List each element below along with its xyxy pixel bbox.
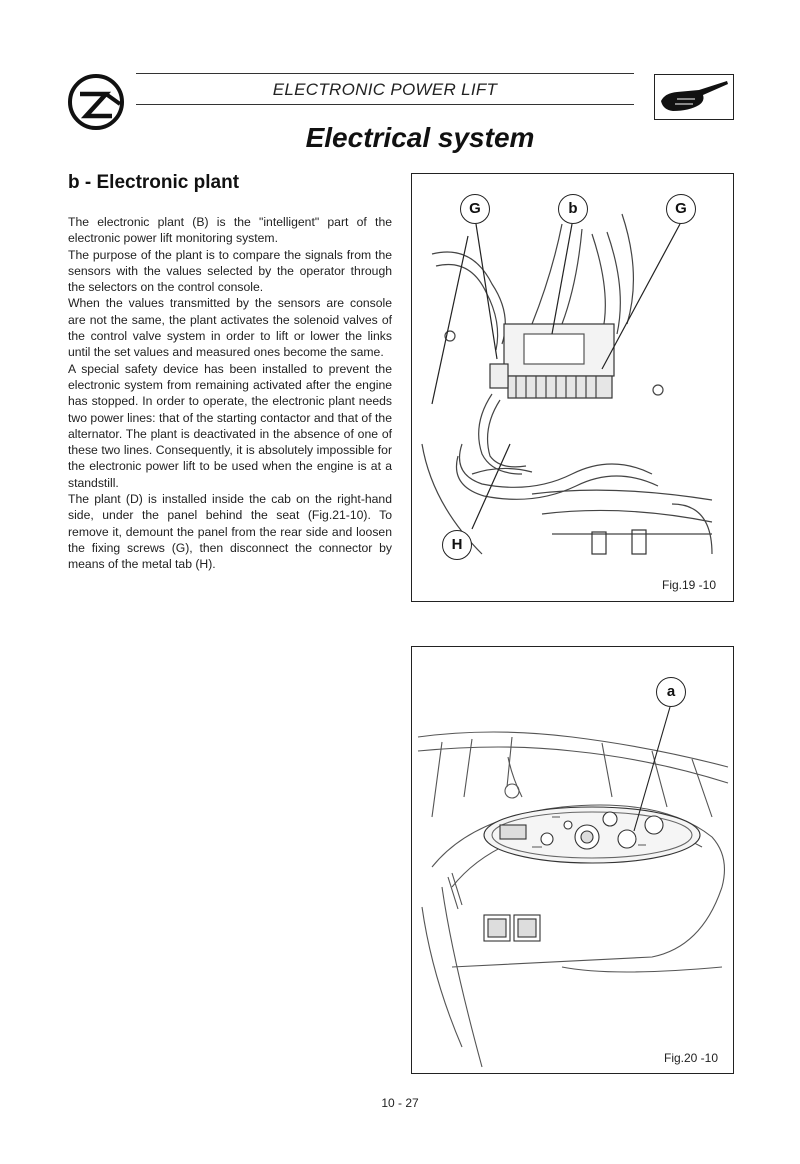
body-text xyxy=(68,214,392,573)
callout-h: H xyxy=(442,530,472,560)
figure-caption: Fig.20 -10 xyxy=(664,1051,719,1065)
paragraph: The electronic plant (B) is the "intelligent" part of the electronic power lift monitoring system. xyxy=(68,215,392,246)
callout-g-left: G xyxy=(460,194,490,224)
paragraph: The plant (D) is installed inside the cab on the right-hand side, under the panel behind the seat (Fig.21-10). To remove it, demount the panel from the rear side and loosen the fixing screws (G), then disconnect the connector by means of the metal tab (H). xyxy=(68,492,392,572)
callout-b: b xyxy=(558,194,588,224)
header-rule-top xyxy=(136,73,634,74)
figure-caption: Fig.19 -10 xyxy=(662,578,717,592)
header-rule-bottom xyxy=(136,104,634,105)
brand-logo-icon xyxy=(66,72,126,132)
paragraph: The purpose of the plant is to compare the signals from the sensors with the values selected by the operator through the selectors on the control console. xyxy=(68,247,392,295)
paragraph: When the values transmitted by the sensors are console are not the same, the plant activates the solenoid valves of the control valve system in order to lift or lower the links until the set values and measured ones become the same. xyxy=(68,296,392,360)
paragraph: A special safety device has been installed to prevent the electronic system from remaining activated after the engine has stopped. In order to operate, the electronic plant needs two power lines: that of the starting contactor and that of the alternator. The plant is deactivated in the absence of one of these two lines. Consequently, it is absolutely impossible for the electronic power lift to be used when the engine is at a standstill. xyxy=(68,361,392,490)
section-title: ELECTRONIC POWER LIFT xyxy=(272,80,498,99)
page-title: Electrical system xyxy=(305,122,535,153)
callout-a: a xyxy=(656,677,686,707)
figure-19 xyxy=(411,173,734,602)
control-console-illustration xyxy=(412,647,732,1072)
section-heading: b - Electronic plant xyxy=(68,172,240,193)
figure-20 xyxy=(411,646,734,1074)
page-number: 10 - 27 xyxy=(381,1096,419,1110)
callout-g-right: G xyxy=(666,194,696,224)
pointing-hand-icon xyxy=(654,74,734,120)
